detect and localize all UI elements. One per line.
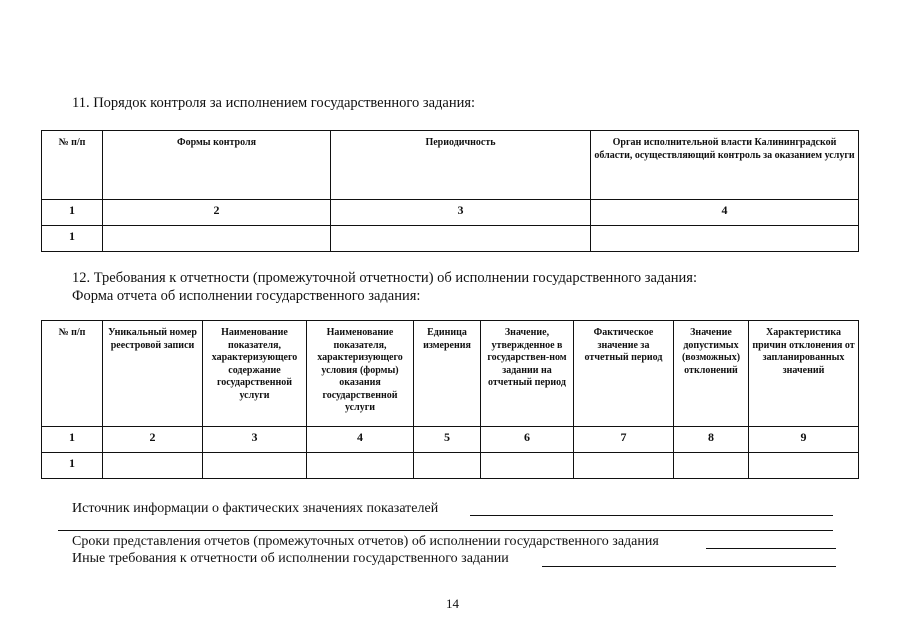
section-11-heading: 11. Порядок контроля за исполнением государственного задания: — [72, 95, 476, 111]
header-cell: Наименование показателя, характеризующего условия (формы) оказания государственной услуги — [307, 321, 414, 427]
header-cell: Характеристика причин отклонения от запланированных значений — [749, 321, 859, 427]
header-cell: № п/п — [42, 321, 103, 427]
header-cell: Орган исполнительной власти Калининградской области, осуществляющий контроль за оказанием услуги — [591, 131, 859, 200]
column-number: 4 — [307, 427, 414, 453]
report-table-number-row — [42, 427, 859, 453]
report-form-heading: Форма отчета об исполнении государственного задания: — [72, 288, 421, 304]
table-cell — [749, 453, 859, 479]
header-cell: Наименование показателя, характеризующего содержание государственной услуги — [203, 321, 307, 427]
column-number: 2 — [103, 427, 203, 453]
control-table — [41, 130, 859, 252]
column-number: 3 — [203, 427, 307, 453]
table-cell — [307, 453, 414, 479]
source-fill-line — [470, 515, 833, 516]
table-cell: 1 — [42, 453, 103, 479]
header-cell: Значение, утвержденное в государствен-ном задании на отчетный период — [481, 321, 574, 427]
table-cell — [414, 453, 481, 479]
control-table-header-row — [42, 131, 859, 200]
table-cell — [674, 453, 749, 479]
column-number: 9 — [749, 427, 859, 453]
control-table-number-row — [42, 200, 859, 226]
header-cell: Единица измерения — [414, 321, 481, 427]
table-cell — [203, 453, 307, 479]
table-cell — [103, 226, 331, 252]
header-cell: Формы контроля — [103, 131, 331, 200]
column-number: 3 — [331, 200, 591, 226]
deadlines-label: Сроки представления отчетов (промежуточных отчетов) об исполнении государственного задания — [72, 534, 659, 549]
header-cell: Периодичность — [331, 131, 591, 200]
source-label: Источник информации о фактических значениях показателей — [72, 501, 439, 516]
table-row — [42, 226, 859, 252]
header-cell: Фактическое значение за отчетный период — [574, 321, 674, 427]
column-number: 2 — [103, 200, 331, 226]
table-cell — [331, 226, 591, 252]
other-requirements-label: Иные требования к отчетности об исполнении государственного задании — [72, 551, 509, 566]
source-continuation-line — [58, 530, 833, 531]
column-number: 4 — [591, 200, 859, 226]
table-cell — [591, 226, 859, 252]
header-cell: Значение допустимых (возможных) отклонений — [674, 321, 749, 427]
table-cell: 1 — [42, 226, 103, 252]
page-number: 14 — [446, 596, 459, 611]
report-table-header-row — [42, 321, 859, 427]
column-number: 6 — [481, 427, 574, 453]
table-cell — [481, 453, 574, 479]
column-number: 5 — [414, 427, 481, 453]
column-number: 8 — [674, 427, 749, 453]
table-cell — [103, 453, 203, 479]
header-cell: № п/п — [42, 131, 103, 200]
deadlines-fill-line — [706, 548, 836, 549]
report-form-table — [41, 320, 859, 479]
section-12-heading: 12. Требования к отчетности (промежуточной отчетности) об исполнении государственного задания: — [72, 270, 697, 286]
other-requirements-fill-line — [542, 566, 836, 567]
table-row — [42, 453, 859, 479]
header-cell: Уникальный номер реестровой записи — [103, 321, 203, 427]
column-number: 7 — [574, 427, 674, 453]
table-cell — [574, 453, 674, 479]
column-number: 1 — [42, 200, 103, 226]
column-number: 1 — [42, 427, 103, 453]
